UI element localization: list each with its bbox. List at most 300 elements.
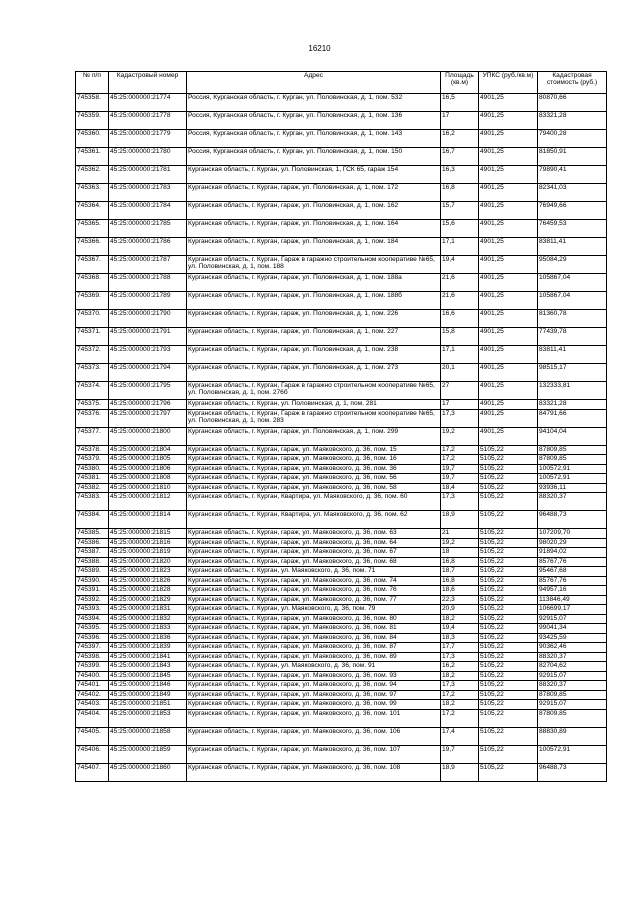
cell-number: 745404. — [76, 709, 109, 727]
cell-cadastral-cost: 105867,04 — [538, 274, 607, 292]
table-row — [76, 346, 607, 364]
cell-area: 15,6 — [441, 220, 479, 238]
cell-address: Курганская область, г. Курган, гараж, ул. Маяковского, д. 36, пом. 15 — [187, 445, 441, 455]
table-row — [76, 130, 607, 148]
cell-number: 745360. — [76, 130, 109, 148]
cell-area: 19,4 — [441, 256, 479, 274]
cell-address: Курганская область, г. Курган, Гараж в гаражно строительном кооперативе №65, ул. Половинская, д. 1, пом. 283 — [187, 409, 441, 427]
cell-address: Курганская область, г. Курган, гараж, ул. Маяковского, д. 36, пом. 101 — [187, 709, 441, 727]
cell-area: 17,2 — [441, 455, 479, 465]
cell-upks: 5105,22 — [479, 538, 538, 548]
cell-number: 745371. — [76, 328, 109, 346]
cell-area: 18,7 — [441, 567, 479, 577]
table-row — [76, 700, 607, 710]
cell-upks: 5105,22 — [479, 474, 538, 484]
header-area: Площадь (кв.м) — [441, 72, 479, 94]
cell-number: 745390. — [76, 576, 109, 586]
cell-cadastral-cost: 76459,53 — [538, 220, 607, 238]
cell-cadastral-number: 45:25:000000:21858 — [109, 727, 187, 745]
cell-cadastral-number: 45:25:000000:21812 — [109, 493, 187, 511]
cell-area: 19,2 — [441, 538, 479, 548]
cell-address: Курганская область, г. Курган, гараж, ул. Маяковского, д. 36, пом. 89 — [187, 652, 441, 662]
cell-upks: 4901,25 — [479, 346, 538, 364]
cell-number: 745405. — [76, 727, 109, 745]
cell-cadastral-cost: 106699,17 — [538, 605, 607, 615]
cell-upks: 5105,22 — [479, 567, 538, 577]
cell-cadastral-number: 45:25:000000:21789 — [109, 292, 187, 310]
cell-address: Курганская область, г. Курган, гараж, ул. Маяковского, д. 36, пом. 108 — [187, 763, 441, 781]
cell-cadastral-cost: 83321,28 — [538, 112, 607, 130]
table-row — [76, 690, 607, 700]
cell-area: 17,2 — [441, 709, 479, 727]
cell-area: 16,8 — [441, 184, 479, 202]
cell-number: 745407. — [76, 763, 109, 781]
cell-number: 745387. — [76, 548, 109, 558]
cell-address: Курганская область, г. Курган, гараж, ул. Маяковского, д. 36, пом. 67 — [187, 548, 441, 558]
cell-cadastral-number: 45:25:000000:21806 — [109, 464, 187, 474]
cell-upks: 4901,25 — [479, 427, 538, 445]
cell-address: Курганская область, г. Курган, Гараж в гаражно строительном кооперативе №65, ул. Половинская, д. 1, пом. 276б — [187, 382, 441, 400]
cell-upks: 5105,22 — [479, 548, 538, 558]
cell-cadastral-cost: 96488,73 — [538, 763, 607, 781]
cell-cadastral-number: 45:25:000000:21833 — [109, 624, 187, 634]
cell-cadastral-number: 45:25:000000:21800 — [109, 427, 187, 445]
cell-cadastral-number: 45:25:000000:21836 — [109, 633, 187, 643]
cell-upks: 5105,22 — [479, 633, 538, 643]
cell-area: 17 — [441, 112, 479, 130]
cell-area: 17,3 — [441, 409, 479, 427]
cell-area: 18,9 — [441, 763, 479, 781]
cell-cadastral-number: 45:25:000000:21841 — [109, 652, 187, 662]
cell-cadastral-cost: 87809,85 — [538, 455, 607, 465]
cell-area: 18,6 — [441, 586, 479, 596]
cell-address: Курганская область, г. Курган, гараж, ул. Половинская, д. 1, пом. 226 — [187, 310, 441, 328]
cell-address: Курганская область, г. Курган, гараж, ул. Маяковского, д. 36, пом. 80 — [187, 614, 441, 624]
table-row — [76, 464, 607, 474]
cell-address: Курганская область, г. Курган, гараж, ул. Маяковского, д. 36, пом. 58 — [187, 483, 441, 493]
cell-cadastral-number: 45:25:000000:21816 — [109, 538, 187, 548]
header-address: Адрес — [187, 72, 441, 94]
cell-upks: 4901,25 — [479, 256, 538, 274]
cell-address: Россия, Курганская область, г. Курган, ул. Половинская, д. 1, пом. 150 — [187, 148, 441, 166]
table-row — [76, 643, 607, 653]
cell-upks: 5105,22 — [479, 445, 538, 455]
cell-cadastral-number: 45:25:000000:21846 — [109, 681, 187, 691]
cell-address: Курганская область, г. Курган, ул. Маяковского, д. 36, пом. 79 — [187, 605, 441, 615]
cell-cadastral-cost: 77439,78 — [538, 328, 607, 346]
cell-address: Курганская область, г. Курган, гараж, ул. Половинская, д. 1, пом. 238 — [187, 346, 441, 364]
table-row — [76, 538, 607, 548]
cell-address: Россия, Курганская область, г. Курган, ул. Половинская, д. 1, пом. 143 — [187, 130, 441, 148]
cell-number: 745363. — [76, 184, 109, 202]
table-row — [76, 364, 607, 382]
cell-cadastral-cost: 82704,62 — [538, 662, 607, 672]
cell-cadastral-number: 45:25:000000:21851 — [109, 700, 187, 710]
cell-upks: 5105,22 — [479, 652, 538, 662]
cell-cadastral-number: 45:25:000000:21808 — [109, 474, 187, 484]
cell-number: 745392. — [76, 595, 109, 605]
table-row — [76, 328, 607, 346]
cell-upks: 5105,22 — [479, 643, 538, 653]
cell-area: 18,2 — [441, 700, 479, 710]
cell-number: 745367. — [76, 256, 109, 274]
header-number: № п/п — [76, 72, 109, 94]
cell-cadastral-number: 45:25:000000:21805 — [109, 455, 187, 465]
cell-upks: 5105,22 — [479, 727, 538, 745]
table-row — [76, 662, 607, 672]
cell-cadastral-cost: 79400,28 — [538, 130, 607, 148]
cell-address: Курганская область, г. Курган, гараж, ул. Маяковского, д. 36, пом. 16 — [187, 455, 441, 465]
table-row — [76, 529, 607, 539]
table-row — [76, 709, 607, 727]
table-row — [76, 184, 607, 202]
cell-cadastral-number: 45:25:000000:21843 — [109, 662, 187, 672]
cell-cadastral-number: 45:25:000000:21839 — [109, 643, 187, 653]
cell-cadastral-cost: 105867,04 — [538, 292, 607, 310]
cell-cadastral-cost: 92915,07 — [538, 614, 607, 624]
cell-number: 745359. — [76, 112, 109, 130]
cell-upks: 5105,22 — [479, 709, 538, 727]
cell-cadastral-number: 45:25:000000:21780 — [109, 148, 187, 166]
cell-area: 17,1 — [441, 346, 479, 364]
cell-cadastral-number: 45:25:000000:21845 — [109, 671, 187, 681]
cell-number: 745395. — [76, 624, 109, 634]
cell-cadastral-cost: 79890,41 — [538, 166, 607, 184]
cell-address: Курганская область, г. Курган, гараж, ул. Маяковского, д. 36, пом. 74 — [187, 576, 441, 586]
cell-cadastral-cost: 92915,07 — [538, 700, 607, 710]
cell-number: 745400. — [76, 671, 109, 681]
cell-cadastral-number: 45:25:000000:21779 — [109, 130, 187, 148]
cadastral-table — [75, 71, 607, 782]
cell-area: 17,1 — [441, 238, 479, 256]
cell-address: Курганская область, г. Курган, гараж, ул. Маяковского, д. 36, пом. 107 — [187, 745, 441, 763]
cell-upks: 5105,22 — [479, 745, 538, 763]
cell-address: Курганская область, г. Курган, ул. Маяковского, д. 36, пом. 91 — [187, 662, 441, 672]
cell-cadastral-cost: 98515,17 — [538, 364, 607, 382]
table-row — [76, 220, 607, 238]
cell-upks: 4901,25 — [479, 112, 538, 130]
cell-cadastral-number: 45:25:000000:21831 — [109, 605, 187, 615]
cell-address: Курганская область, г. Курган, гараж, ул. Маяковского, д. 36, пом. 76 — [187, 586, 441, 596]
cell-address: Курганская область, г. Курган, гараж, ул. Маяковского, д. 36, пом. 84 — [187, 633, 441, 643]
cell-area: 22,3 — [441, 595, 479, 605]
table-row — [76, 548, 607, 558]
cell-number: 745362. — [76, 166, 109, 184]
cell-area: 15,7 — [441, 202, 479, 220]
cell-cadastral-cost: 85767,76 — [538, 576, 607, 586]
cell-cadastral-cost: 88320,37 — [538, 493, 607, 511]
cell-upks: 5105,22 — [479, 511, 538, 529]
cell-number: 745386. — [76, 538, 109, 548]
cell-cadastral-cost: 88320,37 — [538, 681, 607, 691]
cell-number: 745399. — [76, 662, 109, 672]
cell-upks: 5105,22 — [479, 614, 538, 624]
cell-area: 17,3 — [441, 652, 479, 662]
cell-cadastral-number: 45:25:000000:21826 — [109, 576, 187, 586]
cell-number: 745397. — [76, 643, 109, 653]
cell-area: 16,7 — [441, 148, 479, 166]
cell-address: Курганская область, г. Курган, ул. Маяковского, д. 36, пом. 71 — [187, 567, 441, 577]
cell-area: 19,2 — [441, 427, 479, 445]
cell-upks: 5105,22 — [479, 763, 538, 781]
table-row — [76, 763, 607, 781]
cell-cadastral-number: 45:25:000000:21832 — [109, 614, 187, 624]
cell-number: 745375. — [76, 400, 109, 410]
table-row — [76, 624, 607, 634]
cell-upks: 4901,25 — [479, 328, 538, 346]
cell-upks: 4901,25 — [479, 220, 538, 238]
cell-number: 745372. — [76, 346, 109, 364]
cell-address: Курганская область, г. Курган, гараж, ул. Маяковского, д. 36, пом. 64 — [187, 538, 441, 548]
cell-cadastral-cost: 98020,29 — [538, 538, 607, 548]
cell-cadastral-cost: 87809,85 — [538, 690, 607, 700]
cell-cadastral-cost: 100572,91 — [538, 464, 607, 474]
cell-address: Курганская область, г. Курган, гараж, ул. Маяковского, д. 36, пом. 99 — [187, 700, 441, 710]
cell-upks: 5105,22 — [479, 493, 538, 511]
table-row — [76, 493, 607, 511]
cell-cadastral-cost: 80870,66 — [538, 94, 607, 112]
cell-number: 745391. — [76, 586, 109, 596]
cell-area: 16,2 — [441, 130, 479, 148]
cell-cadastral-cost: 87809,85 — [538, 709, 607, 727]
cell-address: Курганская область, г. Курган, гараж, ул. Половинская, д. 1, пом. 188а — [187, 274, 441, 292]
table-row — [76, 202, 607, 220]
cell-number: 745364. — [76, 202, 109, 220]
cell-cadastral-cost: 82341,03 — [538, 184, 607, 202]
cell-area: 19,4 — [441, 624, 479, 634]
table-row — [76, 274, 607, 292]
cell-upks: 5105,22 — [479, 700, 538, 710]
cell-number: 745377. — [76, 427, 109, 445]
table-row — [76, 445, 607, 455]
cell-cadastral-cost: 107209,70 — [538, 529, 607, 539]
cell-upks: 4901,25 — [479, 310, 538, 328]
cell-cadastral-cost: 100572,91 — [538, 474, 607, 484]
cell-address: Курганская область, г. Курган, гараж, ул. Половинская, д. 1, пом. 227 — [187, 328, 441, 346]
cell-address: Курганская область, г. Курган, Гараж в гаражно строительном кооперативе №65, ул. Половинская, д. 1, пом. 188 — [187, 256, 441, 274]
cell-address: Курганская область, г. Курган, ул. Половинская, 1, ГСК 65, гараж 154 — [187, 166, 441, 184]
cell-cadastral-cost: 99041,34 — [538, 624, 607, 634]
cell-address: Курганская область, г. Курган, гараж, ул. Маяковского, д. 36, пом. 93 — [187, 671, 441, 681]
cell-number: 745376. — [76, 409, 109, 427]
cell-area: 27 — [441, 382, 479, 400]
cell-cadastral-number: 45:25:000000:21797 — [109, 409, 187, 427]
cell-address: Курганская область, г. Курган, гараж, ул. Маяковского, д. 36, пом. 36 — [187, 464, 441, 474]
cell-number: 745365. — [76, 220, 109, 238]
header-cadastral-number: Кадастровый номер — [109, 72, 187, 94]
cell-cadastral-number: 45:25:000000:21794 — [109, 364, 187, 382]
table-row — [76, 292, 607, 310]
cell-cadastral-number: 45:25:000000:21793 — [109, 346, 187, 364]
cell-upks: 5105,22 — [479, 586, 538, 596]
cell-cadastral-cost: 87809,85 — [538, 445, 607, 455]
cell-address: Курганская область, г. Курган, гараж, ул. Маяковского, д. 36, пом. 94 — [187, 681, 441, 691]
cell-cadastral-number: 45:25:000000:21788 — [109, 274, 187, 292]
cell-number: 745361. — [76, 148, 109, 166]
table-row — [76, 727, 607, 745]
table-row — [76, 400, 607, 410]
cell-address: Курганская область, г. Курган, гараж, ул. Маяковского, д. 36, пом. 77 — [187, 595, 441, 605]
cell-number: 745368. — [76, 274, 109, 292]
table-row — [76, 586, 607, 596]
cell-cadastral-number: 45:25:000000:21853 — [109, 709, 187, 727]
cell-area: 21,6 — [441, 292, 479, 310]
cell-cadastral-cost: 94957,16 — [538, 586, 607, 596]
table-body — [76, 94, 607, 782]
cell-number: 745383. — [76, 493, 109, 511]
cell-number: 745388. — [76, 557, 109, 567]
cell-area: 21,6 — [441, 274, 479, 292]
cell-address: Курганская область, г. Курган, гараж, ул. Половинская, д. 1, пом. 172 — [187, 184, 441, 202]
cell-upks: 5105,22 — [479, 605, 538, 615]
cell-cadastral-number: 45:25:000000:21791 — [109, 328, 187, 346]
cell-cadastral-cost: 83811,41 — [538, 346, 607, 364]
cell-area: 18,2 — [441, 671, 479, 681]
cell-area: 17,3 — [441, 493, 479, 511]
cell-address: Курганская область, г. Курган, гараж, ул. Половинская, д. 1, пом. 273 — [187, 364, 441, 382]
cell-area: 17 — [441, 400, 479, 410]
cell-cadastral-cost: 100572,91 — [538, 745, 607, 763]
cell-area: 18,4 — [441, 483, 479, 493]
cell-cadastral-cost: 93936,11 — [538, 483, 607, 493]
cell-cadastral-number: 45:25:000000:21774 — [109, 94, 187, 112]
cell-number: 745369. — [76, 292, 109, 310]
table-row — [76, 310, 607, 328]
cell-upks: 5105,22 — [479, 681, 538, 691]
page-number: 16210 — [308, 44, 331, 53]
table-row — [76, 567, 607, 577]
cell-number: 745402. — [76, 690, 109, 700]
cell-number: 745378. — [76, 445, 109, 455]
cell-area: 18,2 — [441, 614, 479, 624]
table-row — [76, 148, 607, 166]
cell-area: 19,7 — [441, 745, 479, 763]
table-row — [76, 614, 607, 624]
table-row — [76, 652, 607, 662]
cell-cadastral-number: 45:25:000000:21815 — [109, 529, 187, 539]
table-row — [76, 511, 607, 529]
table-row — [76, 483, 607, 493]
cell-address: Россия, Курганская область, г. Курган, ул. Половинская, д. 1, пом. 136 — [187, 112, 441, 130]
cell-area: 17,4 — [441, 727, 479, 745]
cell-upks: 5105,22 — [479, 576, 538, 586]
cell-cadastral-number: 45:25:000000:21783 — [109, 184, 187, 202]
cell-upks: 5105,22 — [479, 557, 538, 567]
table-row — [76, 576, 607, 586]
cell-upks: 4901,25 — [479, 238, 538, 256]
cell-cadastral-cost: 81850,91 — [538, 148, 607, 166]
cell-cadastral-cost: 132333,81 — [538, 382, 607, 400]
cell-upks: 4901,25 — [479, 202, 538, 220]
cell-cadastral-number: 45:25:000000:21849 — [109, 690, 187, 700]
cell-number: 745401. — [76, 681, 109, 691]
cell-area: 21 — [441, 529, 479, 539]
table-row — [76, 671, 607, 681]
cell-cadastral-number: 45:25:000000:21823 — [109, 567, 187, 577]
cell-cadastral-cost: 85767,76 — [538, 557, 607, 567]
cell-area: 20,9 — [441, 605, 479, 615]
cell-upks: 4901,25 — [479, 166, 538, 184]
table-row — [76, 474, 607, 484]
table-row — [76, 633, 607, 643]
cell-upks: 4901,25 — [479, 364, 538, 382]
cell-address: Курганская область, г. Курган, гараж, ул. Маяковского, д. 36, пом. 56 — [187, 474, 441, 484]
cell-cadastral-cost: 94104,04 — [538, 427, 607, 445]
cell-number: 745394. — [76, 614, 109, 624]
cell-upks: 5105,22 — [479, 464, 538, 474]
cell-number: 745380. — [76, 464, 109, 474]
cell-number: 745366. — [76, 238, 109, 256]
cell-upks: 5105,22 — [479, 624, 538, 634]
cell-cadastral-cost: 95084,29 — [538, 256, 607, 274]
cell-cadastral-number: 45:25:000000:21859 — [109, 745, 187, 763]
cell-area: 16,3 — [441, 166, 479, 184]
cell-cadastral-number: 45:25:000000:21829 — [109, 595, 187, 605]
cell-area: 18 — [441, 548, 479, 558]
cell-cadastral-number: 45:25:000000:21785 — [109, 220, 187, 238]
cell-number: 745382. — [76, 483, 109, 493]
cell-upks: 4901,25 — [479, 148, 538, 166]
cell-address: Курганская область, г. Курган, гараж, ул. Маяковского, д. 36, пом. 63 — [187, 529, 441, 539]
cell-area: 16,5 — [441, 94, 479, 112]
table-row — [76, 382, 607, 400]
cell-address: Курганская область, г. Курган, гараж, ул. Маяковского, д. 36, пом. 97 — [187, 690, 441, 700]
cell-address: Курганская область, г. Курган, Квартира, ул. Маяковского, д. 36, пом. 60 — [187, 493, 441, 511]
cell-cadastral-number: 45:25:000000:21828 — [109, 586, 187, 596]
cell-upks: 4901,25 — [479, 292, 538, 310]
cell-number: 745373. — [76, 364, 109, 382]
cell-address: Курганская область, г. Курган, гараж, ул. Половинская, д. 1, пом. 184 — [187, 238, 441, 256]
cell-cadastral-cost: 90362,46 — [538, 643, 607, 653]
cell-upks: 4901,25 — [479, 130, 538, 148]
cell-area: 16,8 — [441, 557, 479, 567]
cell-address: Курганская область, г. Курган, гараж, ул. Маяковского, д. 36, пом. 87 — [187, 643, 441, 653]
header-upks: УПКС (руб./кв.м) — [479, 72, 538, 94]
cell-address: Курганская область, г. Курган, гараж, ул. Маяковского, д. 36, пом. 68 — [187, 557, 441, 567]
table-row — [76, 557, 607, 567]
table-row — [76, 427, 607, 445]
cell-number: 745370. — [76, 310, 109, 328]
cell-upks: 5105,22 — [479, 690, 538, 700]
table-row — [76, 745, 607, 763]
cell-upks: 4901,25 — [479, 184, 538, 202]
table-row — [76, 595, 607, 605]
cell-upks: 4901,25 — [479, 274, 538, 292]
cell-cadastral-number: 45:25:000000:21804 — [109, 445, 187, 455]
cell-number: 745384. — [76, 511, 109, 529]
cell-cadastral-cost: 95467,68 — [538, 567, 607, 577]
cell-area: 19,7 — [441, 464, 479, 474]
cell-cadastral-number: 45:25:000000:21784 — [109, 202, 187, 220]
cell-area: 16,6 — [441, 310, 479, 328]
cell-cadastral-cost: 76949,66 — [538, 202, 607, 220]
cell-upks: 5105,22 — [479, 595, 538, 605]
table-row — [76, 112, 607, 130]
table-row — [76, 166, 607, 184]
cell-area: 19,7 — [441, 474, 479, 484]
cell-cadastral-number: 45:25:000000:21795 — [109, 382, 187, 400]
cell-address: Курганская область, г. Курган, ул. Половинская, д. 1, пом. 281 — [187, 400, 441, 410]
cell-address: Курганская область, г. Курган, гараж, ул. Маяковского, д. 36, пом. 81 — [187, 624, 441, 634]
cell-cadastral-cost: 88320,37 — [538, 652, 607, 662]
cell-upks: 5105,22 — [479, 529, 538, 539]
table-row — [76, 681, 607, 691]
cell-area: 16,2 — [441, 662, 479, 672]
cell-cadastral-cost: 92915,07 — [538, 671, 607, 681]
cell-cadastral-cost: 81360,78 — [538, 310, 607, 328]
table-row — [76, 256, 607, 274]
table-row — [76, 238, 607, 256]
